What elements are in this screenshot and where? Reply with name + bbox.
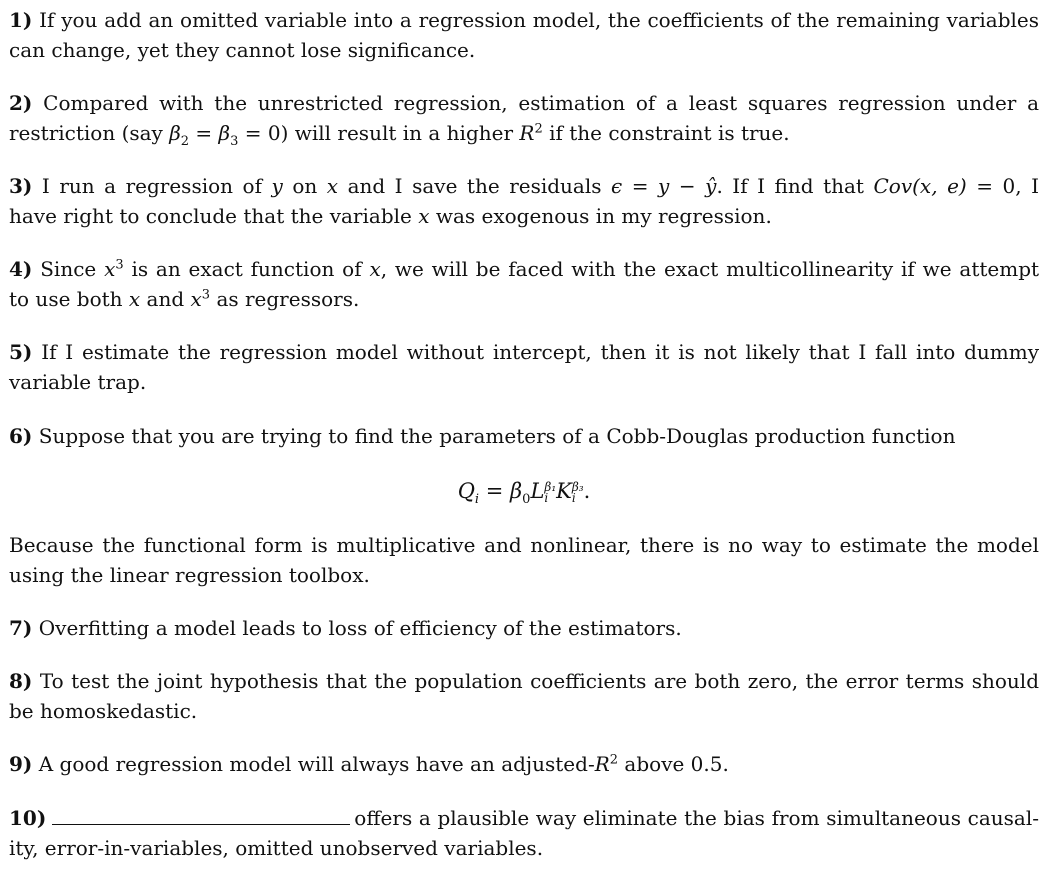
math-q: Q <box>457 479 475 503</box>
math-r: R <box>594 752 610 776</box>
question-3 <box>9 171 1039 231</box>
question-6-continued <box>9 530 1039 590</box>
math-epsilon: ϵ <box>611 174 623 198</box>
math-x: x <box>418 204 430 228</box>
question-2 <box>9 88 1039 148</box>
question-text: Since <box>40 257 97 281</box>
cobb-douglas-equation <box>9 476 1039 506</box>
math-subscript: i <box>571 490 576 505</box>
question-10-line-2 <box>9 833 1039 863</box>
question-text: using the linear regression toolbox. <box>9 563 370 587</box>
math-operator: = <box>479 479 511 503</box>
question-number: 2) <box>9 91 33 115</box>
question-text: variable trap. <box>9 370 147 394</box>
question-text: Because the functional form is multiplicative and nonlinear, there is no way to estimate the model <box>9 533 1039 557</box>
question-text: ity, error-in-variables, omitted unobserved variables. <box>9 836 544 860</box>
math-beta: β <box>510 479 523 503</box>
question-text: to use both <box>9 287 123 311</box>
math-script-stack <box>571 479 584 505</box>
question-1 <box>9 5 1039 65</box>
math-subscript: i <box>544 490 549 505</box>
question-6 <box>9 421 1039 451</box>
question-9-line-1 <box>9 749 1039 779</box>
question-text: , we will be faced with the exact multicollinearity if we attempt <box>380 257 1040 281</box>
math-r: R <box>519 121 535 145</box>
math-x: x <box>104 257 116 281</box>
question-text: above 0.5. <box>618 752 729 776</box>
question-text: offers a plausible way eliminate the bias from simultaneous causal- <box>354 806 1039 830</box>
question-text: can change, yet they cannot lose significance. <box>9 38 476 62</box>
question-text: Compared with the unrestricted regression, estimation of a least squares regression under a <box>43 91 1040 115</box>
question-number: 7) <box>9 616 33 640</box>
question-number: 10) <box>9 806 47 830</box>
question-text: Suppose that you are trying to find the parameters of a Cobb-Douglas production function <box>38 424 956 448</box>
math-y: y <box>271 174 283 198</box>
question-text: is an exact function of <box>131 257 362 281</box>
math-operator: . <box>583 479 591 503</box>
question-8-line-2 <box>9 696 1039 726</box>
question-5-line-1 <box>9 337 1039 367</box>
question-7 <box>9 613 1039 643</box>
math-script-stack <box>544 479 557 505</box>
question-1-line-1 <box>9 5 1039 35</box>
math-l: L <box>530 479 545 503</box>
question-text: and <box>146 287 185 311</box>
question-text: if the constraint is true. <box>542 121 790 145</box>
question-text: be homoskedastic. <box>9 699 198 723</box>
question-number: 6) <box>9 424 33 448</box>
math-superscript: 2 <box>534 121 543 137</box>
question-number: 4) <box>9 257 33 281</box>
question-3-line-1 <box>9 171 1039 201</box>
math-x: x <box>190 287 202 311</box>
question-number: 5) <box>9 340 33 364</box>
math-subscript: 0 <box>522 492 531 508</box>
question-4 <box>9 254 1039 314</box>
question-5 <box>9 337 1039 397</box>
question-10 <box>9 803 1039 863</box>
question-number: 1) <box>9 8 33 32</box>
question-3-line-2 <box>9 201 1039 231</box>
question-text: and I save the residuals <box>347 174 602 198</box>
math-subscript: 3 <box>230 134 239 149</box>
math-k: K <box>556 479 572 503</box>
question-6-line-2 <box>9 530 1039 560</box>
question-text: was exogenous in my regression. <box>435 204 772 228</box>
question-text: If you add an omitted variable into a regression model, the coefficients of the remaining variables <box>39 8 1040 32</box>
math-beta: β <box>218 121 231 145</box>
question-text: on <box>292 174 318 198</box>
math-superscript: 3 <box>201 287 211 303</box>
question-text: A good regression model will always have an adjusted- <box>38 752 595 776</box>
question-number: 9) <box>9 752 33 776</box>
document-page <box>9 0 1039 876</box>
math-subscript: i <box>474 492 480 508</box>
question-2-line-2 <box>9 118 1039 148</box>
math-x: x <box>369 257 381 281</box>
question-text: To test the joint hypothesis that the population coefficients are both zero, the error terms should <box>39 669 1040 693</box>
math-cov: Cov <box>873 174 913 198</box>
question-6-line-3 <box>9 560 1039 590</box>
question-5-line-2 <box>9 367 1039 397</box>
math-y-hat: ŷ <box>705 174 717 198</box>
math-superscript: 3 <box>115 257 124 273</box>
math-operator: = <box>189 121 219 145</box>
question-number: 8) <box>9 669 33 693</box>
math-superscript: β₁ <box>544 479 557 494</box>
question-text: Overfitting a model leads to loss of efficiency of the estimators. <box>38 616 682 640</box>
question-4-line-1 <box>9 254 1039 284</box>
math-subscript: 2 <box>180 134 190 149</box>
math-operator: = <box>622 174 659 198</box>
question-10-line-1 <box>9 803 1039 833</box>
question-9 <box>9 749 1039 779</box>
question-number: 3) <box>9 174 33 198</box>
question-text: If I estimate the regression model without intercept, then it is not likely that I fall into dummy <box>41 340 1039 364</box>
math-beta: β <box>169 121 181 145</box>
answer-blank[interactable] <box>52 810 350 825</box>
question-text: = 0) will result in a higher <box>238 121 514 145</box>
math-superscript: 2 <box>609 752 619 768</box>
math-operator: − <box>669 174 706 198</box>
question-8 <box>9 666 1039 726</box>
math-y: y <box>658 174 670 198</box>
question-text: . If I find that <box>716 174 864 198</box>
question-6-line-1 <box>9 421 1039 451</box>
math-superscript: β₃ <box>571 479 584 494</box>
question-text: I run a regression of <box>41 174 262 198</box>
question-4-line-2 <box>9 284 1039 314</box>
question-2-line-1 <box>9 88 1039 118</box>
question-8-line-1 <box>9 666 1039 696</box>
question-7-line-1 <box>9 613 1039 643</box>
question-text: as regressors. <box>216 287 360 311</box>
question-text: restriction (say <box>9 121 163 145</box>
question-text: = 0, I <box>966 174 1039 198</box>
math-x: x <box>128 287 141 311</box>
question-1-line-2 <box>9 35 1039 65</box>
math-x: x <box>326 174 339 198</box>
math-cov-args: (x, e) <box>912 174 967 198</box>
question-text: have right to conclude that the variable <box>9 204 412 228</box>
